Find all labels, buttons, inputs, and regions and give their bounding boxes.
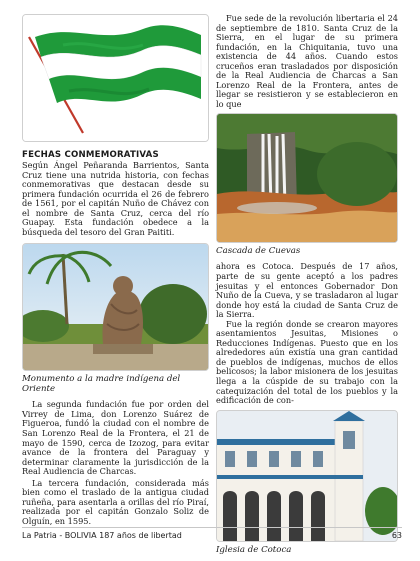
intro-paragraph: Según Ángel Peñaranda Barrientos, Santa Cruz tiene una nutrida historia, con fechas conmemorativas que destacan desde su primera fundación ocurrida el 26 de febrero de 1561, por el capitán Nuño de Chávez con el nombre de Santa Cruz, cerca del río Guapay. Esta fundación obedece a la búsqueda del tesoro del Gran Paititi. (22, 160, 209, 237)
left-column (22, 14, 209, 526)
third-foundation-paragraph: La tercera fundación, considerada más bien como el traslado de la antigua ciudad ruñeña, para asentarla a orillas del río Piraí, realizada por el capitán Gonzalo Soliz de Olguín, en 1595. (22, 477, 209, 526)
revolution-paragraph: Fue sede de la revolución libertaria el 24 de septiembre de 1810. Santa Cruz de la Sierra, en el lugar de su primera fundación, en la Chiquitania, tuvo una existencia de 44 años. Cuando estos cruceños eran trasladados por disposición de la Real Audiencia de Charcas a San Lorenzo Real de la Frontera, antes de llegar se resistieron y se establecieron en lo que (216, 13, 398, 109)
monument-caption: Monumento a la madre indígena del Oriente (22, 374, 181, 395)
page-number: 63 (391, 531, 402, 540)
santa-cruz-flag-image (22, 14, 209, 142)
jesuits-paragraph: Fue la región donde se crearon mayores asentamientos Jesuitas, Misiones o Reducciones Indígenas. Puesto que en los alrededores aún existía una gran cantidad de pueblos de indígenas, muchos de ellos belicosos; la labor misionera de los jesuitas llega a la cúspide de su trabajo con la catequización del total de los pueblos y la edificación de con- (216, 318, 398, 406)
page-footer (0, 525, 420, 550)
second-foundation-paragraph: La segunda fundación fue por orden del Virrey de Lima, don Lorenzo Suárez de Figueroa, fundó la ciudad con el nombre de San Lorenzo Real de la Frontera, el 21 de mayo de 1590, cerca de Izozog, para evitar avance de la frontera del Paraguay y determinar claramente la jurisdicción de la Real Audiencia de Charcas. (22, 399, 209, 477)
right-column (216, 14, 398, 561)
monument-image (22, 243, 209, 371)
church-image (216, 410, 398, 542)
waterfall-image (216, 113, 398, 243)
footer-divider (22, 527, 402, 528)
cotoca-paragraph: ahora es Cotoca. Después de 17 años, parte de su gente aceptó a los padres jesuitas y el entonces Gobernador Don Nuño de la Cueva, y se trasladaron al lugar donde hoy está la ciudad de Santa Cruz de la Sierra. (216, 261, 398, 320)
church-caption: Iglesia de Cotoca (216, 544, 292, 555)
section-heading: FECHAS CONMEMORATIVAS (22, 150, 159, 160)
waterfall-caption: Cascada de Cuevas (216, 246, 301, 257)
footer-publication: La Patria - BOLIVIA 187 años de libertad (22, 531, 182, 540)
